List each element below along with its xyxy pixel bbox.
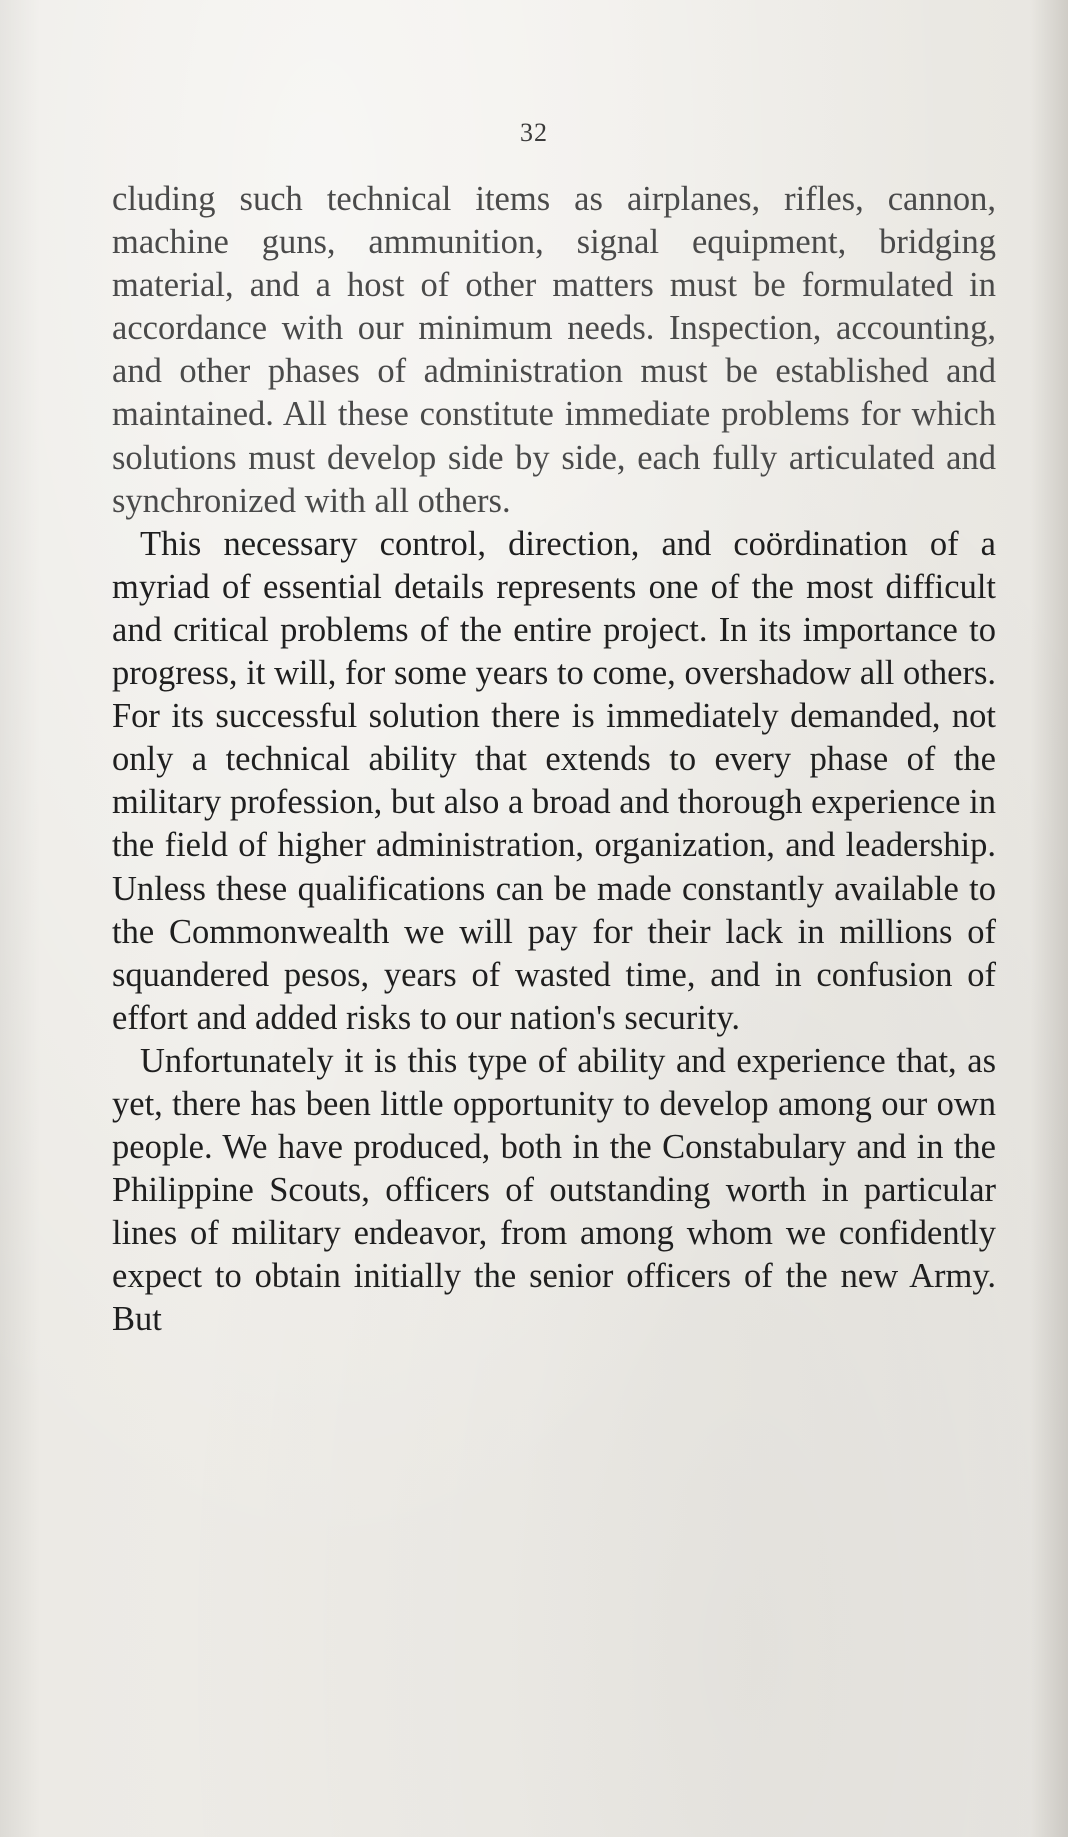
paragraph-experience: Unfortunately it is this type of ability and experience that, as yet, there has been little opportunity to develop among our own people. We have produced, both in the Constabulary and in the Philippine Scouts, officers of outstanding worth in particular lines of military endeavor, from among whom we confidently expect to obtain initially the senior officers of the new Army. But [112, 1041, 996, 1339]
paragraph-continuation: cluding such technical items as airplanes, rifles, cannon, machine guns, ammunition, signal equipment, bridging material, and a host of other matters must be formulated in accordance with our minimum needs. Inspection, accounting, and other phases of administration must be established and maintained. All these constitute immediate problems for which solutions must develop side by side, each fully articulated and synchronized with all others. [112, 180, 996, 520]
paragraph-coordination: This necessary control, direction, and coördination of a myriad of essential details represents one of the most difficult and critical problems of the entire project. In its importance to progress, it will, for some years to come, overshadow all others. For its successful solution there is immediately demanded, not only a technical ability that extends to every phase of the military profession, but also a broad and thorough experience in the field of higher administration, organization, and leadership. Unless these qualifications can be made constantly available to the Commonwealth we will pay for their lack in millions of squandered pesos, years of wasted time, and in confusion of effort and added risks to our nation's security. [112, 524, 996, 1037]
body-text [112, 178, 996, 1342]
page-number: 32 [520, 118, 548, 147]
